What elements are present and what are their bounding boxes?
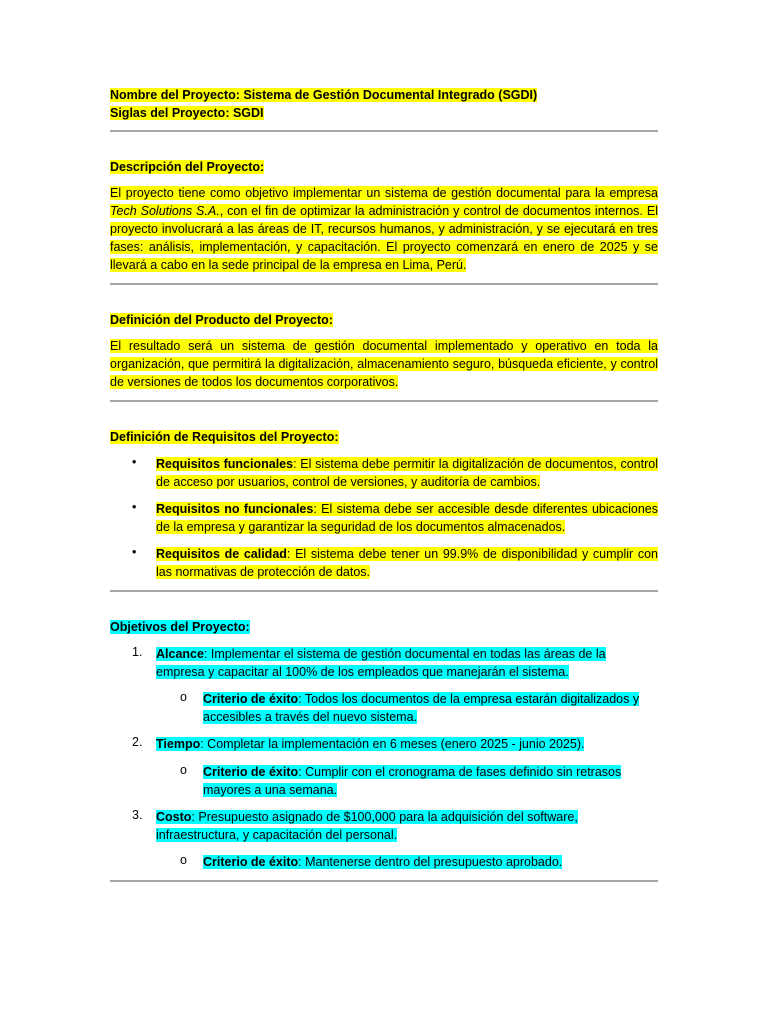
requirement-label: Requisitos funcionales — [156, 457, 294, 471]
project-name-label: Nombre del Proyecto: — [110, 88, 244, 102]
requirement-description: : El sistema debe tener un 99.9% de disponibilidad y cumplir con las normativas de protección de datos. — [156, 547, 658, 579]
list-item — [132, 735, 632, 753]
project-acronym — [110, 106, 264, 120]
divider — [110, 590, 658, 592]
project-header — [110, 86, 658, 122]
objective-text — [156, 737, 584, 751]
criterion-text — [203, 765, 621, 797]
list-item — [180, 690, 650, 726]
section-heading: Objetivos del Proyecto: — [110, 620, 250, 634]
product-section — [110, 311, 658, 391]
requirement-label: Requisitos de calidad — [156, 547, 287, 561]
sub-bullet-marker: o — [180, 853, 187, 867]
objective-description: : Implementar el sistema de gestión documental en todas las áreas de la empresa y capacitar al 100% de los empleados que manejarán el sistema. — [156, 647, 606, 679]
section-heading: Definición del Producto del Proyecto: — [110, 313, 333, 327]
list-number: 1. — [132, 645, 143, 659]
requirement-description: : El sistema debe permitir la digitalización de documentos, control de acceso por usuarios, control de versiones, y auditoría de cambios. — [156, 457, 658, 489]
criterion-text — [203, 692, 639, 724]
requirements-section — [110, 428, 658, 446]
criterion-description: : Mantenerse dentro del presupuesto aprobado. — [298, 855, 563, 869]
description-text — [110, 186, 658, 272]
objective-label: Tiempo — [156, 737, 201, 751]
objective-description: : Presupuesto asignado de $100,000 para la adquisición del software, infraestructura, y capacitación del personal. — [156, 810, 578, 842]
description-section — [110, 158, 658, 274]
sub-bullet-marker: o — [180, 690, 187, 704]
bullet-marker: • — [132, 545, 137, 559]
criterion-description: : Cumplir con el cronograma de fases definido sin retrasos mayores a una semana. — [203, 765, 622, 797]
product-text: El resultado será un sistema de gestión documental implementado y operativo en toda la organización, que permitirá la digitalización, almacenamiento seguro, búsqueda eficiente, y control de versiones de todos los documentos corporativos. — [110, 339, 658, 389]
bullet-marker: • — [132, 455, 137, 469]
project-name — [110, 88, 537, 102]
description-text-part2: , con el fin de optimizar la administración y control de documentos internos. El proyecto involucrará a las áreas de IT, recursos humanos, y administración, y se ejecutará en tres fases: análisis, implementación, y capacitación. El proyecto comenzará en enero de 2025 y se llevará a cabo en la sede principal de la empresa en Lima, Perú. — [110, 204, 658, 272]
requirement-label: Requisitos no funcionales — [156, 502, 314, 516]
project-acronym-value: SGDI — [232, 106, 264, 120]
objective-label: Alcance — [156, 647, 204, 661]
section-heading: Definición de Requisitos del Proyecto: — [110, 430, 339, 444]
list-number: 2. — [132, 735, 143, 749]
list-item — [132, 500, 658, 536]
list-item — [132, 645, 632, 681]
requirement-text — [156, 457, 658, 489]
objective-description: : Completar la implementación en 6 meses (enero 2025 - junio 2025). — [200, 737, 585, 751]
criterion-label: Criterio de éxito — [203, 855, 299, 869]
objective-label: Costo — [156, 810, 192, 824]
list-item — [180, 853, 650, 871]
criterion-text — [203, 855, 562, 869]
list-item — [132, 545, 658, 581]
bullet-marker: • — [132, 500, 137, 514]
project-acronym-label: Siglas del Proyecto: — [110, 106, 233, 120]
list-number: 3. — [132, 808, 143, 822]
description-text-part1: El proyecto tiene como objetivo implementar un sistema de gestión documental para la empresa — [110, 186, 658, 200]
list-item — [132, 808, 632, 844]
sub-bullet-marker: o — [180, 763, 187, 777]
divider — [110, 400, 658, 402]
criterion-description: : Todos los documentos de la empresa estarán digitalizados y accesibles a través del nuevo sistema. — [203, 692, 640, 724]
criterion-label: Criterio de éxito — [203, 692, 299, 706]
criterion-label: Criterio de éxito — [203, 765, 299, 779]
company-name: Tech Solutions S.A. — [110, 204, 220, 218]
requirement-description: : El sistema debe ser accesible desde diferentes ubicaciones de la empresa y garantizar la seguridad de los documentos almacenados. — [156, 502, 658, 534]
objectives-section — [110, 618, 658, 636]
divider — [110, 130, 658, 132]
project-name-value: Sistema de Gestión Documental Integrado (SGDI) — [243, 88, 538, 102]
divider — [110, 880, 658, 882]
requirement-text — [156, 502, 658, 534]
requirement-text — [156, 547, 658, 579]
section-heading: Descripción del Proyecto: — [110, 160, 265, 174]
list-item — [180, 763, 650, 799]
objective-text — [156, 810, 578, 842]
objective-text — [156, 647, 606, 679]
divider — [110, 283, 658, 285]
list-item — [132, 455, 658, 491]
